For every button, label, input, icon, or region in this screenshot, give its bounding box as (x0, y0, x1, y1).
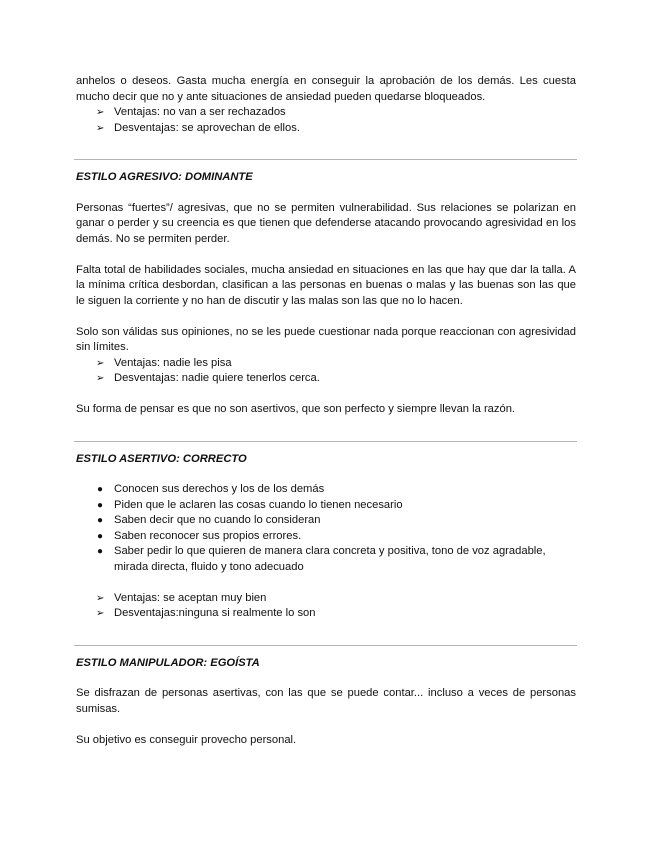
section-title-asertivo: ESTILO ASERTIVO: CORRECTO (76, 452, 247, 465)
asertivo-traits-list (76, 482, 576, 575)
arrow-bullet-icon: ➢ (96, 357, 105, 369)
list-item (76, 606, 576, 622)
list-item (76, 529, 576, 545)
intro-pros-cons-list (76, 105, 576, 136)
arrow-bullet-icon: ➢ (96, 592, 105, 604)
list-item-text: Desventajas: nadie quiere tenerlos cerca. (114, 372, 320, 384)
agresivo-paragraph-4: Su forma de pensar es que no son asertivos, que son perfecto y siempre llevan la razón. (76, 403, 516, 415)
intro-paragraph: anhelos o deseos. Gasta mucha energía en conseguir la aprobación de los demás. Les cuesta mucho decir que no y ante situaciones de ansiedad pueden quedarse bloqueados. (76, 75, 576, 103)
list-item (76, 591, 576, 607)
list-item-text: Ventajas: nadie les pisa (114, 356, 232, 369)
agresivo-paragraph-1: Personas “fuertes”/ agresivas, que no se permiten vulnerabilidad. Sus relaciones se polarizan en ganar o perder y su creencia es que tienen que defenderse atacando provocando agresividad en los demás. No se permiten perder. (76, 201, 576, 245)
list-item-text: Saben decir que no cuando lo consideran (114, 514, 321, 526)
manipulador-paragraph-1: Se disfrazan de personas asertivas, con las que se puede contar... incluso a veces de personas sumisas. (76, 687, 576, 715)
list-item (76, 482, 576, 498)
dot-bullet-icon: ● (97, 499, 104, 511)
section-divider (74, 645, 577, 646)
list-item (76, 105, 576, 121)
list-item-text: Saben reconocer sus propios errores. (114, 529, 302, 542)
agresivo-pros-cons-list (76, 356, 576, 387)
arrow-bullet-icon: ➢ (96, 373, 105, 384)
dot-bullet-icon: ● (97, 515, 104, 526)
arrow-bullet-icon: ➢ (96, 608, 105, 619)
asertivo-pros-cons-list (76, 591, 576, 622)
agresivo-paragraph-2: Falta total de habilidades sociales, mucha ansiedad en situaciones en las que hay que dar la talla. A la mínima crítica desbordan, clasifican a las personas en buenas o malas y las buenas son las que le siguen la corriente y no han de discutir y las malas son las que no lo hacen. (76, 263, 576, 307)
section-title-agresivo: ESTILO AGRESIVO: DOMINANTE (76, 171, 253, 183)
list-item-text: Ventajas: se aceptan muy bien (114, 591, 267, 604)
list-item (76, 356, 576, 372)
list-item-text: Desventajas: se aprovechan de ellos. (114, 121, 300, 134)
dot-bullet-icon: ● (97, 546, 104, 557)
arrow-bullet-icon: ➢ (96, 107, 105, 118)
list-item-text: Saber pedir lo que quieren de manera clara concreta y positiva, tono de voz agradable, mirada directa, fluido y tono adecuado (114, 545, 546, 573)
section-divider (74, 159, 577, 160)
agresivo-paragraph-3: Solo son válidas sus opiniones, no se les puede cuestionar nada porque reaccionan con agresividad sin límites. (76, 325, 576, 353)
list-item-text: Ventajas: no van a ser rechazados (114, 106, 286, 118)
document-page (76, 74, 576, 748)
dot-bullet-icon: ● (97, 484, 104, 495)
section-divider (74, 441, 577, 442)
list-item-text: Desventajas:ninguna si realmente lo son (114, 607, 316, 619)
list-item-text: Conocen sus derechos y los de los demás (114, 483, 325, 495)
section-title-manipulador: ESTILO MANIPULADOR: EGOÍSTA (76, 656, 260, 669)
dot-bullet-icon: ● (97, 530, 104, 542)
arrow-bullet-icon: ➢ (96, 122, 105, 134)
list-item (76, 371, 576, 387)
list-item (76, 498, 576, 514)
list-item (76, 513, 576, 529)
list-item (76, 544, 576, 575)
list-item-text: Piden que le aclaren las cosas cuando lo tienen necesario (114, 498, 403, 511)
list-item (76, 121, 576, 137)
manipulador-paragraph-2: Su objetivo es conseguir provecho personal. (76, 733, 297, 746)
